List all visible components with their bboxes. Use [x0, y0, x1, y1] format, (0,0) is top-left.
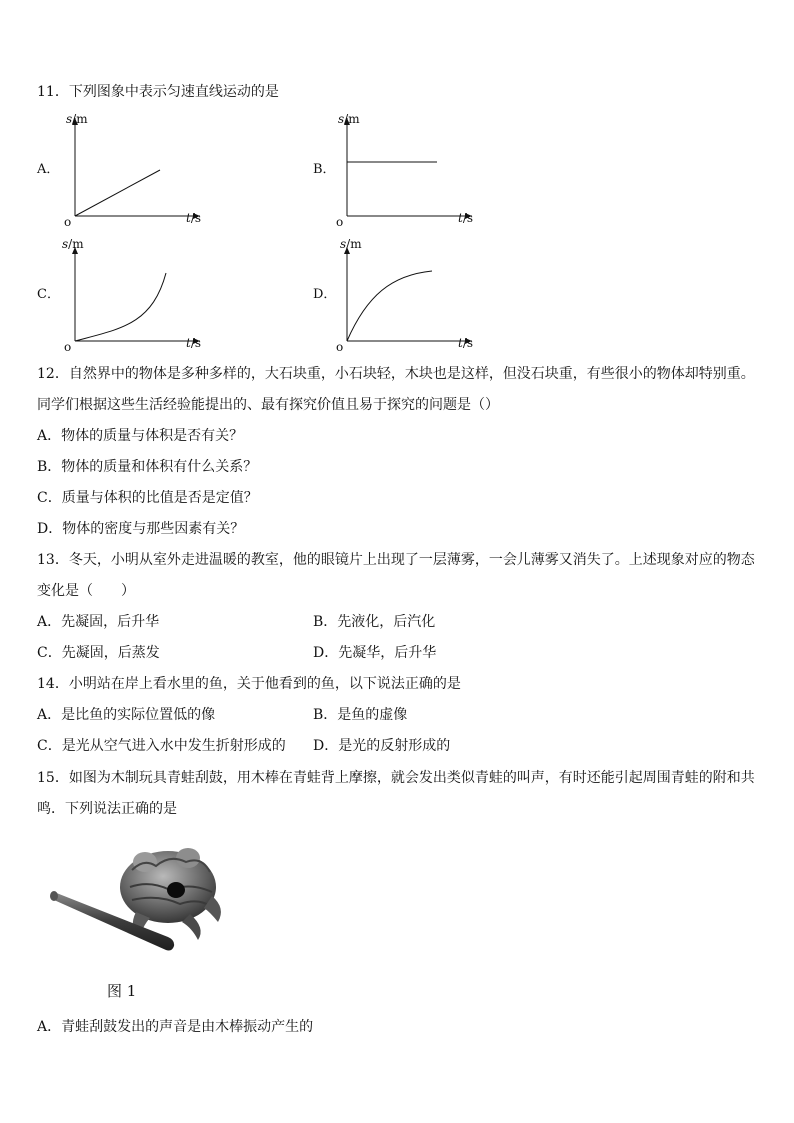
graph-c-label: C． [37, 287, 60, 302]
graph-d-curve [347, 271, 432, 341]
graph-a-ylabel: s/m [66, 112, 88, 126]
graph-b-ylabel: s/m [338, 112, 360, 126]
graph-c-curve [75, 273, 166, 341]
q12-option-a: A．物体的质量与体积是否有关？ [37, 428, 244, 444]
q12-stem-line2: 同学们根据这些生活经验能提出的、最有探究价值且易于探究的问题是（） [37, 397, 499, 413]
graph-d-xlabel: t/s [458, 336, 474, 350]
graph-c-xlabel: t/s [186, 336, 202, 350]
frog-guiro-figure [40, 832, 230, 977]
q12-option-c: C．质量与体积的比值是否是定值？ [37, 490, 258, 506]
graph-d-label: D． [313, 287, 337, 302]
q13-option-d: D．先凝华，后升华 [313, 645, 437, 661]
q13-stem-line2: 变化是（ ） [37, 583, 135, 599]
figure-caption: 图 1 [107, 982, 137, 1000]
graph-c-ylabel: s/m [62, 237, 84, 251]
q15-stem-line1: 15．如图为木制玩具青蛙刮鼓，用木棒在青蛙背上摩擦，就会发出类似青蛙的叫声，有时还能引起周围青蛙的附和共 [37, 770, 755, 786]
q13-option-c: C．先凝固，后蒸发 [37, 645, 160, 661]
q14-option-b: B．是鱼的虚像 [313, 707, 408, 723]
q14-option-a: A．是比鱼的实际位置低的像 [37, 707, 216, 723]
q12-stem-line1: 12．自然界中的物体是多种多样的，大石块重，小石块轻，木块也是这样，但没石块重，有些很小的物体却特别重。 [37, 366, 755, 382]
graph-a-origin: o [64, 215, 72, 229]
q12-option-b: B．物体的质量和体积有什么关系？ [37, 459, 258, 475]
q13-option-a: A．先凝固，后升华 [37, 614, 160, 630]
graph-a-label: A． [37, 162, 60, 177]
graph-b [332, 108, 482, 230]
graph-b-xlabel: t/s [458, 211, 474, 225]
graph-b-label: B． [313, 162, 336, 177]
q14-option-c: C．是光从空气进入水中发生折射形成的 [37, 738, 286, 754]
graph-c [60, 233, 210, 355]
q11-stem: 11．下列图象中表示匀速直线运动的是 [37, 84, 279, 100]
q15-stem-line2: 鸣．下列说法正确的是 [37, 801, 177, 817]
graph-d [332, 233, 482, 355]
graph-a [60, 108, 210, 230]
q13-option-b: B．先液化，后汽化 [313, 614, 436, 630]
graph-b-origin: o [336, 215, 344, 229]
graph-d-ylabel: s/m [340, 237, 362, 251]
q14-stem: 14．小明站在岸上看水里的鱼，关于他看到的鱼，以下说法正确的是 [37, 676, 461, 692]
graph-c-origin: o [64, 340, 72, 354]
graph-a-xlabel: t/s [186, 211, 202, 225]
graph-d-origin: o [336, 340, 344, 354]
q15-option-a: A．青蛙刮鼓发出的声音是由木棒振动产生的 [37, 1019, 314, 1035]
q13-stem-line1: 13．冬天，小明从室外走进温暖的教室，他的眼镜片上出现了一层薄雾，一会儿薄雾又消失了。上述现象对应的物态 [37, 552, 755, 568]
graph-a-line [75, 170, 160, 216]
q14-option-d: D．是光的反射形成的 [313, 738, 451, 754]
q12-option-d: D．物体的密度与那些因素有关？ [37, 521, 245, 537]
